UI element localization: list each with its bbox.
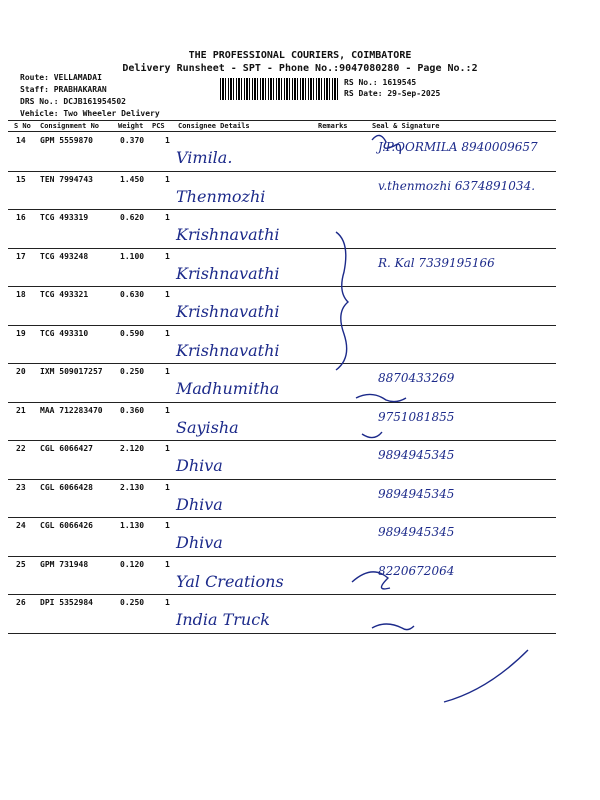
row-weight: 0.360 <box>120 405 145 415</box>
row-weight: 0.590 <box>120 328 145 338</box>
rs-date: RS Date: 29-Sep-2025 <box>344 89 441 98</box>
signature-scribble-3 <box>362 432 382 438</box>
row-consignee-handwritten: Thenmozhi <box>176 186 266 206</box>
row-weight: 0.620 <box>120 213 145 222</box>
row-seal-signature: 8220672064 <box>378 563 455 578</box>
row-consignee-handwritten: India Truck <box>176 610 270 629</box>
row-sno: 25 <box>16 559 26 569</box>
row-pcs: 1 <box>165 598 170 607</box>
row-consignee-handwritten: Krishnavathi <box>176 340 280 360</box>
row-sno: 18 <box>16 290 26 299</box>
col-remarks: Remarks <box>318 122 348 130</box>
row-consignment: MAA 712283470 <box>40 405 103 415</box>
row-consignment: TCG 493310 <box>40 328 89 338</box>
row-consignment: IXM 509017257 <box>40 367 103 376</box>
row-seal-signature: 9894945345 <box>378 448 455 462</box>
row-sno: 26 <box>16 598 26 607</box>
row-consignment: GPM 731948 <box>40 559 89 569</box>
row-pcs: 1 <box>165 367 170 376</box>
row-pcs: 1 <box>165 405 170 415</box>
row-consignment: CGL 6066427 <box>40 444 93 453</box>
col-weight: Weight <box>118 122 144 130</box>
row-weight: 0.370 <box>120 136 145 145</box>
row-sno: 14 <box>16 136 26 145</box>
row-pcs: 1 <box>165 251 170 261</box>
row-sno: 23 <box>16 482 26 492</box>
row-seal-signature: 8870433269 <box>378 371 455 385</box>
bracket-mark <box>336 232 348 370</box>
row-consignment: GPM 5559870 <box>40 136 93 145</box>
row-seal-signature: 9894945345 <box>378 486 455 501</box>
drs-label: DRS No.: DCJB161954502 <box>20 97 126 106</box>
col-pcs: PCS <box>152 122 165 130</box>
row-sno: 19 <box>16 328 26 338</box>
row-weight: 0.250 <box>120 367 145 376</box>
staff-label: Staff: PRABHAKARAN <box>20 85 107 94</box>
row-pcs: 1 <box>165 136 170 145</box>
row-weight: 1.450 <box>120 174 145 184</box>
row-sno: 17 <box>16 251 26 261</box>
row-consignment: CGL 6066426 <box>40 521 93 530</box>
signature-scribble-5 <box>372 624 414 630</box>
row-weight: 0.250 <box>120 598 145 607</box>
col-consignment: Consignment No <box>40 122 100 130</box>
row-seal-signature: R. Kal 7339195166 <box>378 255 495 270</box>
row-pcs: 1 <box>165 174 170 184</box>
col-sno: S No <box>14 122 31 130</box>
row-pcs: 1 <box>165 290 170 299</box>
row-seal-signature: J.P.OORMILA 8940009657 <box>378 140 538 154</box>
row-sno: 22 <box>16 444 26 453</box>
row-pcs: 1 <box>165 559 170 569</box>
row-consignment: TCG 493248 <box>40 251 89 261</box>
row-consignee-handwritten: Vimila. <box>176 148 233 167</box>
row-consignment: TCG 493319 <box>40 213 89 222</box>
row-consignment: TEN 7994743 <box>40 174 93 184</box>
row-consignment: CGL 6066428 <box>40 482 93 492</box>
row-seal-signature: v.thenmozhi 6374891034. <box>378 178 536 193</box>
rs-number: RS No.: 1619545 <box>344 78 417 87</box>
row-sno: 20 <box>16 367 26 376</box>
row-pcs: 1 <box>165 328 170 338</box>
row-consignee-handwritten: Krishnavathi <box>176 302 280 321</box>
route-label: Route: VELLAMADAI <box>20 73 102 82</box>
row-sno: 24 <box>16 521 26 530</box>
row-consignee-handwritten: Krishnavathi <box>176 225 280 244</box>
col-consignee: Consignee Details <box>178 122 250 130</box>
row-pcs: 1 <box>165 213 170 222</box>
signature-scribble-1 <box>372 135 400 154</box>
row-seal-signature: 9751081855 <box>378 409 455 424</box>
row-weight: 0.630 <box>120 290 145 299</box>
row-consignee-handwritten: Sayisha <box>176 417 239 437</box>
row-weight: 1.100 <box>120 251 145 261</box>
row-consignment: TCG 493321 <box>40 290 89 299</box>
col-seal: Seal & Signature <box>372 122 440 130</box>
row-weight: 2.130 <box>120 482 145 492</box>
row-consignee-handwritten: Dhiva <box>176 494 223 514</box>
row-consignee-handwritten: Dhiva <box>176 456 223 475</box>
row-weight: 0.120 <box>120 559 145 569</box>
row-pcs: 1 <box>165 482 170 492</box>
row-seal-signature: 9894945345 <box>378 525 455 539</box>
trailing-stroke <box>444 650 528 702</box>
row-consignee-handwritten: Yal Creations <box>176 571 284 591</box>
row-consignee-handwritten: Dhiva <box>176 533 223 552</box>
document-title: THE PROFESSIONAL COURIERS, COIMBATORE <box>188 50 412 61</box>
row-sno: 16 <box>16 213 26 222</box>
signature-scribble-2 <box>356 394 406 401</box>
signature-scribble-4 <box>352 572 390 589</box>
row-consignee-handwritten: Krishnavathi <box>176 263 280 283</box>
row-sno: 15 <box>16 174 26 184</box>
row-consignee-handwritten: Madhumitha <box>176 379 280 398</box>
row-weight: 1.130 <box>120 521 145 530</box>
document-subtitle: Delivery Runsheet - SPT - Phone No.:9047080280 - Page No.:2 <box>122 63 478 74</box>
row-sno: 21 <box>16 405 26 415</box>
row-weight: 2.120 <box>120 444 145 453</box>
row-pcs: 1 <box>165 521 170 530</box>
row-pcs: 1 <box>165 444 170 453</box>
vehicle-label: Vehicle: Two Wheeler Delivery <box>20 109 160 118</box>
row-consignment: DPI 5352984 <box>40 598 93 607</box>
